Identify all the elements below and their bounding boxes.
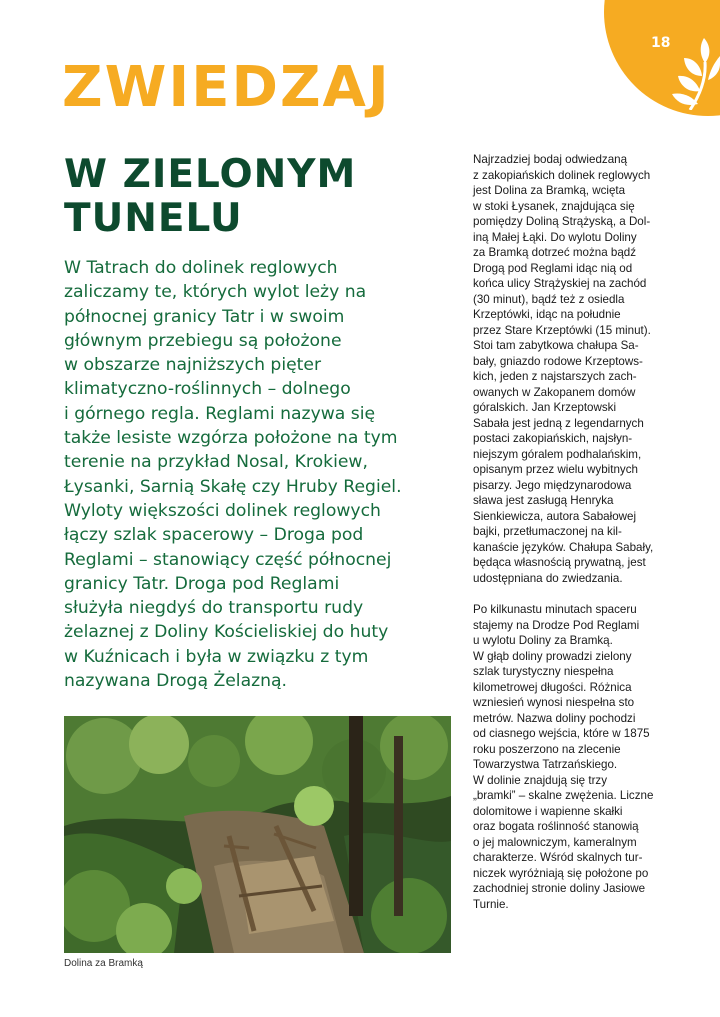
- text-line: pisarzy. Jego międzynarodowa: [473, 478, 632, 492]
- paragraph-gap: [473, 586, 713, 602]
- text-line: W głąb doliny prowadzi zielony: [473, 649, 632, 663]
- article-title: [64, 153, 356, 241]
- text-line: udostępniana do zwiedzania.: [473, 571, 623, 585]
- forest-bridge-photo: [64, 716, 451, 953]
- text-line: charakterze. Wśród skalnych tur-: [473, 851, 643, 864]
- title-line: TUNELU: [64, 196, 243, 241]
- text-line: końca ulicy Strążyskiej na zachód: [473, 277, 647, 290]
- text-line: roku poszerzono na zlecenie: [473, 742, 621, 756]
- title-line: W ZIELONYM: [64, 152, 357, 197]
- photo-caption: Dolina za Bramką: [64, 958, 143, 969]
- text-line: góralskich. Jan Krzeptowski: [473, 401, 617, 414]
- lead-line: W Tatrach do dolinek reglowych: [64, 258, 338, 278]
- text-line: Stoi tam zabytkowa chałupa Sa-: [473, 339, 639, 352]
- text-line: szlak turystyczny niespełna: [473, 665, 614, 678]
- lead-line: Reglami – stanowiący część północnej: [64, 549, 392, 570]
- section-heading: ZWIEDZAJ: [62, 55, 391, 120]
- lead-line: służyła niegdyś do transportu rudy: [64, 598, 364, 619]
- lead-line: w Kuźnicach i była w związku z tym: [64, 646, 369, 667]
- paragraph-sabala: [473, 152, 713, 586]
- text-line: przez Stare Krzeptówki (15 minut).: [473, 323, 651, 337]
- lead-line: północnej granicy Tatr i w swoim: [64, 306, 345, 327]
- text-line: iną Małej Łąki. Do wylotu Doliny: [473, 230, 637, 244]
- lead-paragraph: [64, 256, 460, 693]
- text-line: Towarzystwa Tatrzańskiego.: [473, 758, 618, 771]
- text-line: oraz bogata roślinność stanowią: [473, 820, 639, 833]
- text-line: kanaście języków. Chałupa Sabały,: [473, 540, 654, 554]
- lead-line: w obszarze najniższych pięter: [64, 355, 322, 376]
- text-line: „bramki” – skalne zwężenia. Liczne: [473, 789, 654, 802]
- lead-line: klimatyczno-roślinnych – dolnego: [64, 379, 351, 400]
- text-line: owanych w Zakopanem domów: [473, 385, 636, 399]
- page-number: 18: [651, 35, 671, 51]
- text-line: zachodniej stronie doliny Jasiowe: [473, 882, 646, 895]
- text-line: wzniesień wynosi niespełna sto: [473, 696, 635, 709]
- lead-line: nazywana Drogą Żelazną.: [64, 671, 288, 692]
- text-line: pomiędzy Doliną Strążyską, a Dol-: [473, 215, 651, 228]
- text-line: od ciasnego wejścia, które w 1875: [473, 727, 650, 740]
- lead-line: żelaznej z Doliny Kościeliskiej do huty: [64, 622, 389, 643]
- text-line: niejszym góralem podhalańskim,: [473, 447, 642, 461]
- lead-line: i górnego regla. Reglami nazywa się: [64, 403, 376, 424]
- text-line: Krzeptówki, idąc na południe: [473, 308, 621, 321]
- text-line: postaci zakopiańskich, najsłyn-: [473, 432, 633, 445]
- text-line: będąca własnością prywatną, jest: [473, 556, 646, 569]
- text-line: bajki, przetłumaczonej na kil-: [473, 525, 622, 538]
- lead-line: łączy szlak spacerowy – Droga pod: [64, 525, 364, 546]
- text-line: u wylotu Doliny za Bramką.: [473, 634, 613, 647]
- text-line: z zakopiańskich dolinek reglowych: [473, 168, 651, 182]
- text-line: niczek wyróżniają się położone po: [473, 866, 649, 880]
- lead-line: terenie na przykład Nosal, Krokiew,: [64, 452, 368, 473]
- text-line: stajemy na Drodze Pod Reglami: [473, 618, 640, 632]
- lead-line: Łysanki, Sarnią Skałę czy Hruby Regiel.: [64, 476, 402, 497]
- text-line: o jej malowniczym, kameralnym: [473, 835, 637, 849]
- lead-line: granicy Tatr. Droga pod Reglami: [64, 573, 340, 594]
- text-line: Drogą pod Reglami idąc nią od: [473, 261, 633, 275]
- text-line: w stoki Łysanek, znajdująca się: [473, 199, 635, 213]
- text-line: sława jest zasługą Henryka: [473, 494, 614, 507]
- paragraph-valley: [473, 602, 713, 912]
- text-line: dolomitowe i wapienne skałki: [473, 804, 623, 818]
- text-line: Turnie.: [473, 897, 509, 911]
- text-line: Najrzadziej bodaj odwiedzaną: [473, 153, 628, 166]
- text-line: Sabała jest jedną z legendarnych: [473, 416, 644, 430]
- lead-line: także lesiste wzgórza położone na tym: [64, 428, 398, 449]
- lead-line: głównym przebiegu są położone: [64, 330, 342, 351]
- text-line: metrów. Nazwa doliny pochodzi: [473, 711, 636, 725]
- text-line: Sienkiewicza, autora Sabałowej: [473, 509, 637, 523]
- text-line: Po kilkunastu minutach spaceru: [473, 603, 637, 616]
- text-line: jest Dolina za Bramką, wcięta: [473, 184, 626, 197]
- text-line: opisanym przez wielu wybitnych: [473, 463, 638, 476]
- text-line: kich, jeden z najstarszych zach-: [473, 370, 637, 383]
- text-line: (30 minut), bądź też z osiedla: [473, 292, 625, 306]
- wheat-icon: [664, 36, 720, 110]
- text-line: kilometrowej długości. Różnica: [473, 680, 632, 694]
- text-line: bały, gniazdo rodowe Krzeptows-: [473, 354, 643, 368]
- text-line: za Bramką dotrzeć można bądź: [473, 246, 637, 259]
- lead-line: Wyloty większości dolinek reglowych: [64, 500, 381, 521]
- side-column: [473, 152, 713, 912]
- text-line: W dolinie znajdują się trzy: [473, 773, 608, 787]
- lead-line: zaliczamy te, których wylot leży na: [64, 282, 367, 303]
